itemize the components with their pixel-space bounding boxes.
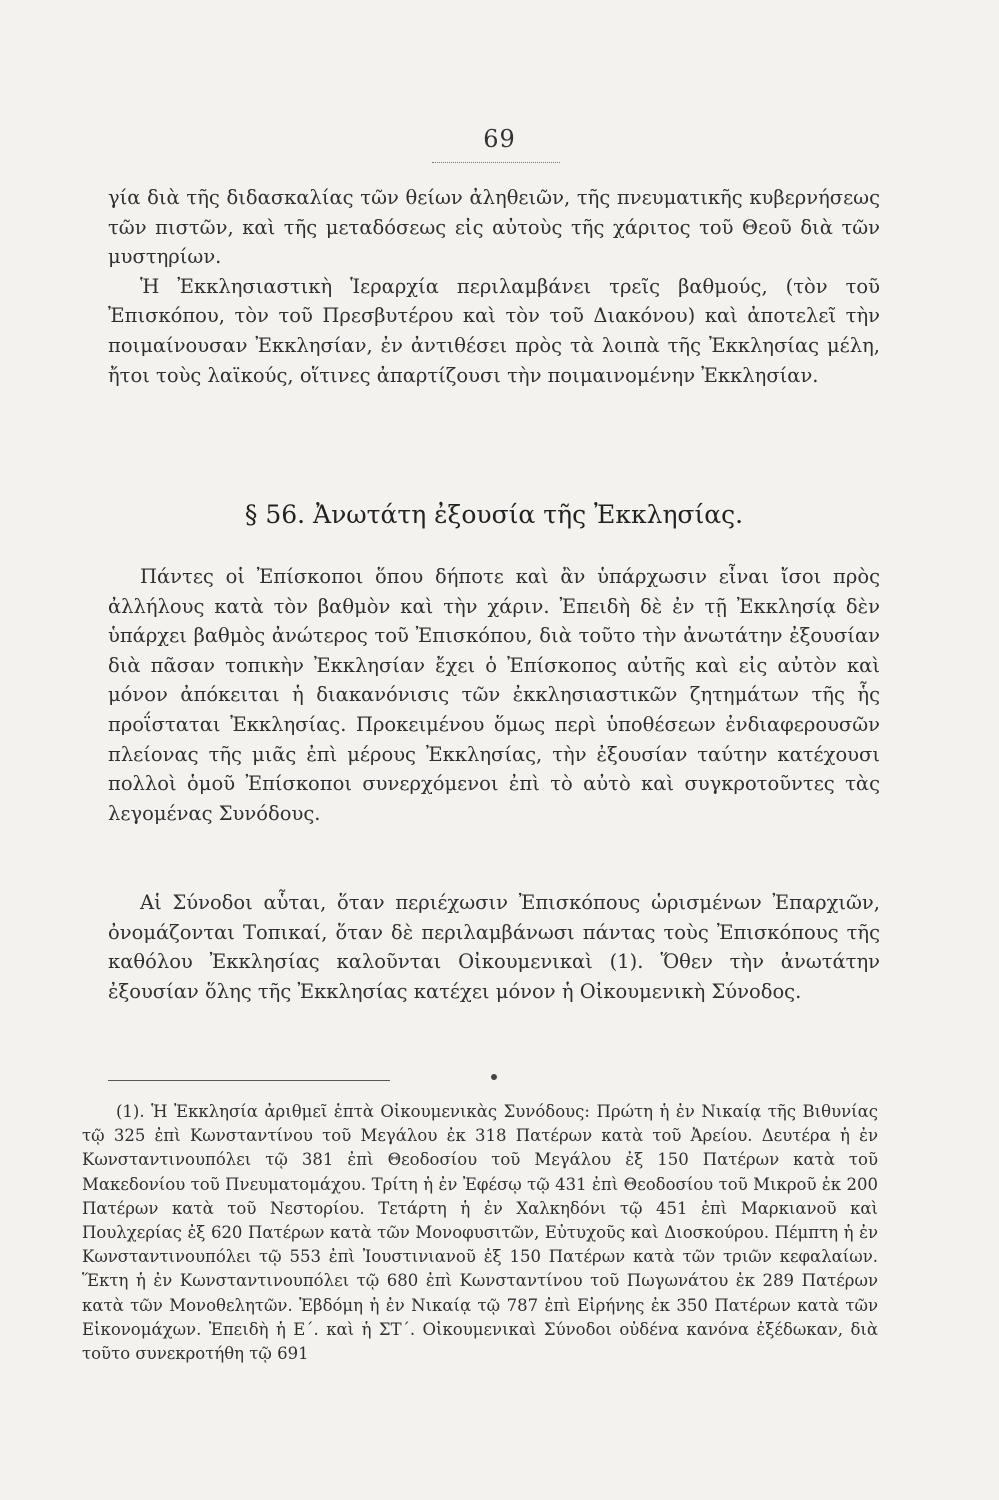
- body-text-top: [108, 183, 880, 390]
- paragraph-hierarchy: Ἡ Ἐκκλησιαστικὴ Ἱεραρχία περιλαμβάνει τρεῖς βαθμούς, (τὸν τοῦ Ἐπισκόπου, τὸν τοῦ Πρεσβυτέρου καὶ τὸν τοῦ Διακόνου) καὶ ἀποτελεῖ τὴν ποιμαίνουσαν Ἐκκλησίαν, ἐν ἀντιθέσει πρὸς τὰ λοιπὰ τῆς Ἐκκλησίας μέλη, ἤτοι τοὺς λαϊκούς, οἵτινες ἀπαρτίζουσι τὴν ποιμαινομένην Ἐκκλησίαν.: [108, 274, 880, 387]
- section-heading: § 56. Ἀνωτάτη ἐξουσία τῆς Ἐκκλησίας.: [244, 500, 744, 529]
- page-number: 69: [483, 125, 516, 153]
- paragraph-bishops: Πάντες οἱ Ἐπίσκοποι ὅπου δήποτε καὶ ἂν ὑπάρχωσιν εἶναι ἴσοι πρὸς ἀλλήλους κατὰ τὸν βαθμὸν καὶ τὴν χάριν. Ἐπειδὴ δὲ ἐν τῇ Ἐκκλησίᾳ δὲν ὑπάρχει βαθμὸς ἀνώτερος τοῦ Ἐπισκόπου, διὰ τοῦτο τὴν ἀνωτάτην ἐξουσίαν διὰ πᾶσαν τοπικὴν Ἐκκλησίαν ἔχει ὁ Ἐπίσκοπος αὐτῆς καὶ εἰς αὐτὸν καὶ μόνον ἀπόκειται ἡ διακανόνισις τῶν ἐκκλησιαστικῶν ζητημάτων τῆς ἧς προΐσταται Ἐκκλησίας. Προκειμένου ὅμως περὶ ὑποθέσεων ἐνδιαφερουσῶν πλείονας τῆς μιᾶς ἐπὶ μέρους Ἐκκλησίας, τὴν ἐξουσίαν ταύτην κατέχουσι πολλοὶ ὁμοῦ Ἐπίσκοποι συνερχόμενοι ἐπὶ τὸ αὐτὸ καὶ συγκροτοῦντες τὰς λεγομένας Συνόδους.: [108, 565, 880, 825]
- footnote: [82, 1100, 878, 1366]
- footnote-text: (1). Ἡ Ἐκκλησία ἀριθμεῖ ἑπτὰ Οἰκουμενικὰς Συνόδους: Πρώτη ἡ ἐν Νικαίᾳ τῆς Βιθυνίας τῷ 325 ἐπὶ Κωνσταντίνου τοῦ Μεγάλου ἐκ 318 Πατέρων κατὰ τοῦ Ἀρείου. Δευτέρα ἡ ἐν Κωνσταντινουπόλει τῷ 381 ἐπὶ Θεοδοσίου τοῦ Μεγάλου ἐξ 150 Πατέρων κατὰ τοῦ Μακεδονίου τοῦ Πνευματομάχου. Τρίτη ἡ ἐν Ἐφέσῳ τῷ 431 ἐπὶ Θεοδοσίου τοῦ Μικροῦ ἐκ 200 Πατέρων κατὰ τοῦ Νεστορίου. Τετάρτη ἡ ἐν Χαλκηδόνι τῷ 451 ἐπὶ Μαρκιανοῦ καὶ Πουλχερίας ἐξ 620 Πατέρων κατὰ τῶν Μονοφυσιτῶν, Εὐτυχοῦς καὶ Διοσκούρου. Πέμπτη ἡ ἐν Κωνσταντινουπόλει τῷ 553 ἐπὶ Ἰουστινιανοῦ ἐξ 150 Πατέρων κατὰ τῶν τριῶν κεφαλαίων. Ἕκτη ἡ ἐν Κωνσταντινουπόλει τῷ 680 ἐπὶ Κωνσταντίνου τοῦ Πωγωνάτου ἐκ 289 Πατέρων κατὰ τῶν Μονοθελητῶν. Ἑβδόμη ἡ ἐν Νικαίᾳ τῷ 787 ἐπὶ Εἰρήνης ἐκ 350 Πατέρων κατὰ τῶν Εἰκονομάχων. Ἐπειδὴ ἡ Ε΄. καὶ ἡ ΣΤ΄. Οἰκουμενικαὶ Σύνοδοι οὐδένα κανόνα ἐξέδωκαν, διὰ τοῦτο συνεκροτήθη τῷ 691: [82, 1102, 878, 1364]
- paragraph-synods: Αἱ Σύνοδοι αὗται, ὅταν περιέχωσιν Ἐπισκόπους ὡρισμένων Ἐπαρχιῶν, ὀνομάζονται Τοπικαί, ὅταν δὲ περιλαμβάνωσι πάντας τοὺς Ἐπισκόπους τῆς καθόλου Ἐκκλησίας καλοῦνται Οἰκουμενικαὶ (1). Ὅθεν τὴν ἀνωτάτην ἐξουσίαν ὅλης τῆς Ἐκκλησίας κατέχει μόνον ἡ Οἰκουμενικὴ Σύνοδος.: [108, 891, 880, 1003]
- header-divider: [432, 162, 560, 163]
- body-text-synods: [108, 888, 880, 1006]
- paragraph-continuation: γία διὰ τῆς διδασκαλίας τῶν θείων ἀληθειῶν, τῆς πνευματικῆς κυβερνήσεως τῶν πιστῶν, καὶ τῆς μεταδόσεως εἰς αὐτοὺς τῆς χάριτος τοῦ Θεοῦ διὰ τῶν μυστηρίων.: [108, 186, 880, 269]
- body-text-bishops: [108, 562, 880, 828]
- print-speck: [491, 1074, 497, 1080]
- footnote-divider: [108, 1080, 390, 1081]
